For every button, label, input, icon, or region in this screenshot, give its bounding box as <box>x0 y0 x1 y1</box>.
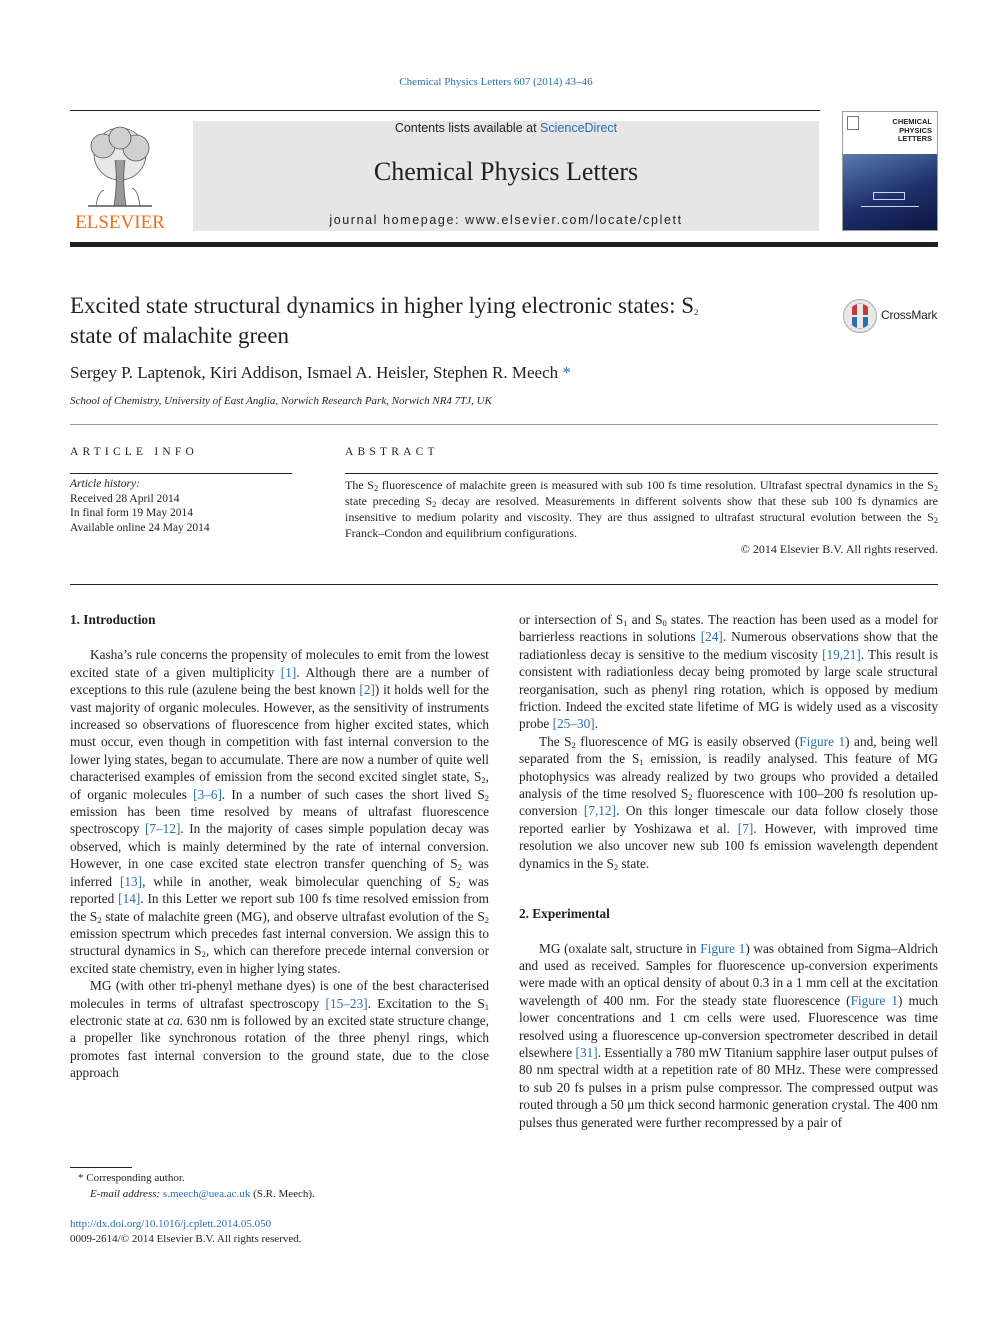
ref-link[interactable]: [15–23] <box>325 995 368 1011</box>
cover-logo-icon <box>847 116 859 130</box>
ref-link[interactable]: [7–12] <box>144 821 181 837</box>
article-info-rule <box>70 473 292 474</box>
ref-link[interactable]: [7,12] <box>583 803 617 819</box>
ref-link[interactable]: [13] <box>119 873 143 889</box>
history-label: Article history: <box>70 478 140 490</box>
elsevier-wordmark: ELSEVIER <box>75 212 165 232</box>
experimental-heading: 2. Experimental <box>519 906 610 922</box>
crossmark-label: CrossMark <box>881 308 938 322</box>
ref-link[interactable]: [2] <box>359 682 375 698</box>
ref-link[interactable]: [3–6] <box>193 786 222 802</box>
abstract-heading: ABSTRACT <box>345 446 439 458</box>
corresponding-author-mark[interactable]: * <box>562 363 571 382</box>
cover-artwork <box>843 154 937 230</box>
crossmark-badge[interactable] <box>842 298 942 334</box>
ref-link[interactable]: [31] <box>575 1044 598 1060</box>
article-title: Excited state structural dynamics in higher lying electronic states: $S_2$ state of malachite green <box>70 293 699 348</box>
intro-paragraph-2: MG (with other tri-phenyl methane dyes) is one of the best characterised molecules in terms of ultrafast spectroscopy [15–23]. Excitation to the $S_1$ electronic state at ca. 630 nm is followed by an excited state structure change, a propeller like synchronous rotation of the three phenyl rings, which promotes fast internal conversion to the ground state, due to the close approach <box>70 978 489 1081</box>
footnote-rule <box>70 1167 132 1168</box>
experimental-paragraph: MG (oxalate salt, structure in Figure 1) was obtained from Sigma–Aldrich and used as received. Samples for fluorescence up-conversion experiments were made with an optical density of about 0.3 in a 1 mm cell at the excitation wavelength of 400 nm. For the steady state fluorescence (Figure 1) much lower concentrations and 1 cm cells were used. Fluorescence was time resolved using a fluorescence up-conversion spectrometer described in detail elsewhere [31]. Essentially a 780 mW Titanium sapphire laser output pulses of 80 nm spectral width at a repetition rate of 80 MHz. These were compressed to sub 20 fs pulses in a prism pulse compressor. The compressed output was routed through a 50 μm thick second harmonic generation crystal. The 400 nm pulses thus generated were further recompressed by a pair of <box>519 940 939 1130</box>
sciencedirect-link[interactable]: ScienceDirect <box>540 121 618 135</box>
journal-citation[interactable]: Chemical Physics Letters 607 (2014) 43–46 <box>399 76 593 88</box>
contents-prefix: Contents lists available at <box>394 121 537 135</box>
journal-cover-image[interactable] <box>842 111 938 231</box>
issn-copyright: 0009-2614/© 2014 Elsevier B.V. All rights reserved. <box>70 1233 302 1245</box>
figure-link[interactable]: Figure 1 <box>850 992 898 1008</box>
ref-link[interactable]: [1] <box>280 664 297 680</box>
abstract-text: The $S_2$ fluorescence of malachite green is measured with sub 100 fs time resolution. Ultrafast spectral dynamics in the $S_2$ state preceding $S_2$ decay are resolved. Measurements in different solvents show that these sub 100 fs dynamics are insensitive to medium polarity and viscosity. They are thus assigned to ultrafast structural evolution between the $S_2$ Franck–Condon and equilibrium configurations. © 2014 Elsevier B.V. All rights reserved. <box>345 478 939 556</box>
figure-link[interactable]: Figure 1 <box>799 733 846 749</box>
abstract-copyright: © 2014 Elsevier B.V. All rights reserved. <box>740 542 938 556</box>
cover-title: CHEMICAL PHYSICS LETTERS <box>892 117 932 143</box>
corresponding-author-note: Corresponding author. <box>86 1172 185 1184</box>
article-history <box>70 477 300 535</box>
right-paragraph-1: or intersection of $S_1$ and $S_0$ states. The reaction has been used as a model for barrierless reactions in solutions [24]. Numerous observations show that the radiationless decay is sensitive to the medium viscosity [19,21]. This result is consistent with radiationless decay being promoted by large scale structural reorganisation, such as phenyl ring rotation, which is opposed by medium friction. Indeed the excited state lifetime of MG is widely used as a viscosity probe [25–30]. <box>519 612 938 732</box>
journal-homepage[interactable]: journal homepage: www.elsevier.com/locate/cplett <box>329 213 683 227</box>
contents-line <box>193 121 819 135</box>
online-date: Available online 24 May 2014 <box>70 521 210 534</box>
body-top-rule <box>70 584 938 585</box>
abstract-rule <box>345 473 938 474</box>
left-column <box>70 611 489 1082</box>
doi-link[interactable]: http://dx.doi.org/10.1016/j.cplett.2014.05.050 <box>70 1218 272 1230</box>
ref-link[interactable]: [24] <box>700 629 723 645</box>
ref-link[interactable]: [25–30] <box>552 716 595 732</box>
journal-title: Chemical Physics Letters <box>373 157 639 186</box>
footnote: * Corresponding author. E-mail address: s.meech@uea.ac.uk (S.R. Meech). <box>78 1172 315 1200</box>
doi-block <box>70 1217 490 1247</box>
introduction-heading: 1. Introduction <box>70 612 156 627</box>
intro-paragraph-1: Kasha’s rule concerns the propensity of molecules to emit from the lowest excited state of a given multiplicity [1]. Although there are a number of exceptions to this rule (azulene being the best known [2]) it holds well for the vast majority of organic molecules. However, as the sensitivity of instruments increased so observations of fluorescence from higher excited states, which must occur, even though in competition with fast internal conversion to the lower lying states, began to accumulate. There are now a number of quite well characterised examples of emission from the second excited singlet state, $S_2$, of organic molecules [3–6]. In a number of such cases the short lived $S_2$ emission has been time resolved by means of ultrafast fluorescence spectroscopy [7–12]. In the majority of cases simple population decay was observed, which is mainly determined by the rate of internal conversion. However, in one case excited state electron transfer quenching of $S_2$ was inferred [13], while in another, weak bimolecular quenching of $S_2$ was reported [14]. In this Letter we report sub 100 fs time resolved emission from the $S_2$ state of malachite green (MG), and observe ultrafast evolution of the $S_2$ emission spectrum which precedes fast internal conversion. We assign this to structural dynamics in $S_2$, which can therefore precede internal conversion or excited state chemistry, even in higher lying states. <box>70 647 489 976</box>
ref-link[interactable]: [7] <box>737 820 754 836</box>
revised-date: In final form 19 May 2014 <box>70 507 193 520</box>
right-paragraph-2: The $S_2$ fluorescence of MG is easily observed (Figure 1) and, being well separated from the $S_1$ emission, is readily analysed. This feature of MG photophysics was already realized by two groups who provided a detailed analysis of the time resolved $S_2$ fluorescence with 100–200 fs resolution up-conversion [7,12]. On this longer timescale our data follow closely those reported earlier by Yoshizawa et al. [7]. However, with improved time resolution we also uncover new sub 100 fs emission wavelength dependent dynamics in the $S_2$ state. <box>519 733 939 872</box>
article-info-heading: ARTICLE INFO <box>70 446 198 458</box>
ref-link[interactable]: [14] <box>118 891 141 907</box>
author-list: Sergey P. Laptenok, Kiri Addison, Ismael A. Heisler, Stephen R. Meech * <box>70 363 571 382</box>
right-column <box>519 611 938 1131</box>
author-email-link[interactable]: s.meech@uea.ac.uk <box>162 1188 251 1200</box>
header-divider <box>70 110 820 111</box>
crossmark-icon <box>842 298 878 334</box>
elsevier-tree-icon <box>70 120 170 232</box>
affiliation: School of Chemistry, University of East Anglia, Norwich Research Park, Norwich NR4 7TJ, UK <box>70 395 492 407</box>
info-top-rule <box>70 424 938 425</box>
received-date: Received 28 April 2014 <box>70 492 180 505</box>
figure-link[interactable]: Figure 1 <box>700 940 746 956</box>
ref-link[interactable]: [19,21] <box>822 646 861 662</box>
header-thick-rule <box>70 242 938 247</box>
elsevier-logo[interactable] <box>70 120 170 232</box>
